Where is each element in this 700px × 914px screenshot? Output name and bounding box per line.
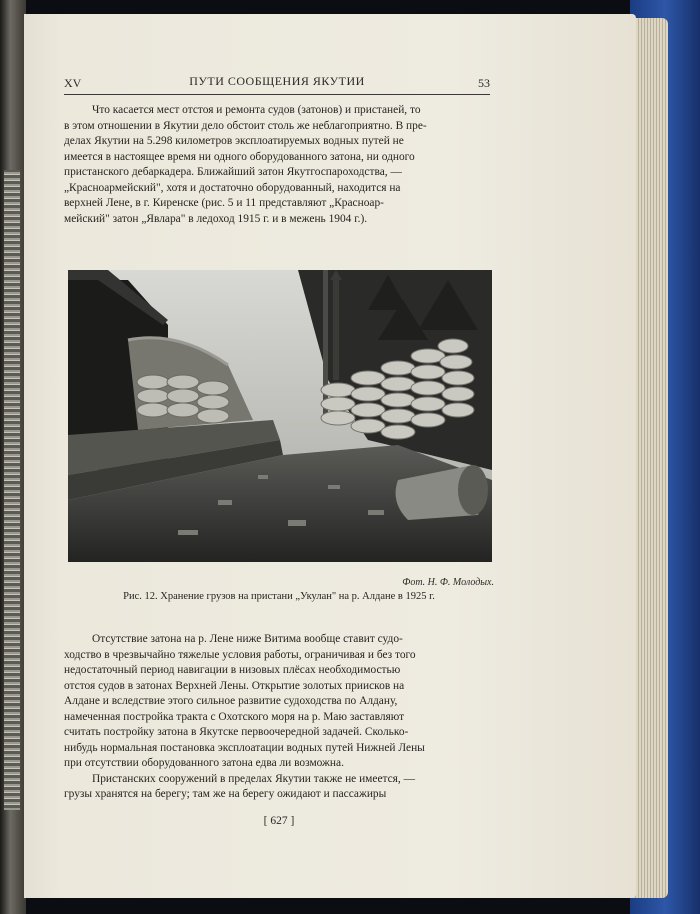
section-number: XV (64, 76, 82, 90)
text-line: при отсутствии оборудованного затона едва ли возможна. (64, 757, 344, 769)
text-line: „Красноармейский", хотя и достаточно оборудованный, находится на (64, 181, 401, 194)
header-rule (64, 94, 490, 95)
text-line: недостаточный период навигации в низовых плёсах необходимостью (64, 664, 401, 676)
page-number: [ 627 ] (263, 815, 295, 827)
paragraph-2 (64, 632, 494, 803)
text-line: ходство в чрезвычайно тяжелые условия работы, ограничивая и без того (64, 648, 416, 661)
photo-credit: Фот. Н. Ф. Молодых. (402, 577, 494, 588)
text-line: нибудь нормальная постановка эксплоатации водных путей Нижней Лены (64, 741, 425, 754)
figure-photo (68, 270, 492, 562)
text-line: Пристанских сооружений в пределах Якутии также не имеется, — (92, 772, 415, 785)
text-line: имеется в настоящее время ни одного оборудованного затона, ни одного (64, 150, 415, 163)
text-line: Алдане и вследствие этого сильное развитие судоходства по Алдану, (64, 695, 398, 707)
figure-caption: Рис. 12. Хранение грузов на пристани „Укулан" на р. Алдане в 1925 г. (123, 591, 435, 602)
adjacent-book-edge (0, 0, 26, 914)
photo-illustration (68, 270, 492, 562)
text-line: отстоя судов в затонах Верхней Лены. Открытие золотых приисков на (64, 679, 405, 692)
text-line: делах Якутии на 5.298 километров эксплоатируемых водных путей не (64, 135, 404, 147)
text-line: считать постройку затона в Якутске первоочередной задачей. Сколько- (64, 726, 409, 738)
text-line: в этом отношении в Якутии дело обстоит столь же неблагоприятно. В пре- (64, 119, 427, 132)
running-title: ПУТИ СООБЩЕНИЯ ЯКУТИИ (189, 74, 365, 88)
adjacent-book-strip (4, 170, 20, 810)
text-line: Отсутствие затона на р. Лене ниже Витима вообще ставит судо- (92, 633, 403, 645)
text-line: грузы хранятся на берегу; там же на берегу ожидают и пассажиры (64, 788, 387, 800)
header-page-number: 53 (478, 76, 490, 90)
text-line: Что касается мест отстоя и ремонта судов (затонов) и пристаней, то (92, 104, 421, 116)
text-line: мейский" затон „Явлара" в ледоход 1915 г. и в межень 1904 г.). (64, 212, 368, 225)
paragraph-1 (64, 103, 494, 227)
running-header (64, 74, 490, 94)
text-line: верхней Лене, в г. Киренске (рис. 5 и 11 представляют „Красноар- (64, 197, 384, 209)
text-line: намеченная постройка тракта с Охотского моря на р. Маю заставляют (64, 710, 405, 723)
text-line: пристанского дебаркадера. Ближайший затон Якутгоспароходства, — (64, 166, 402, 178)
